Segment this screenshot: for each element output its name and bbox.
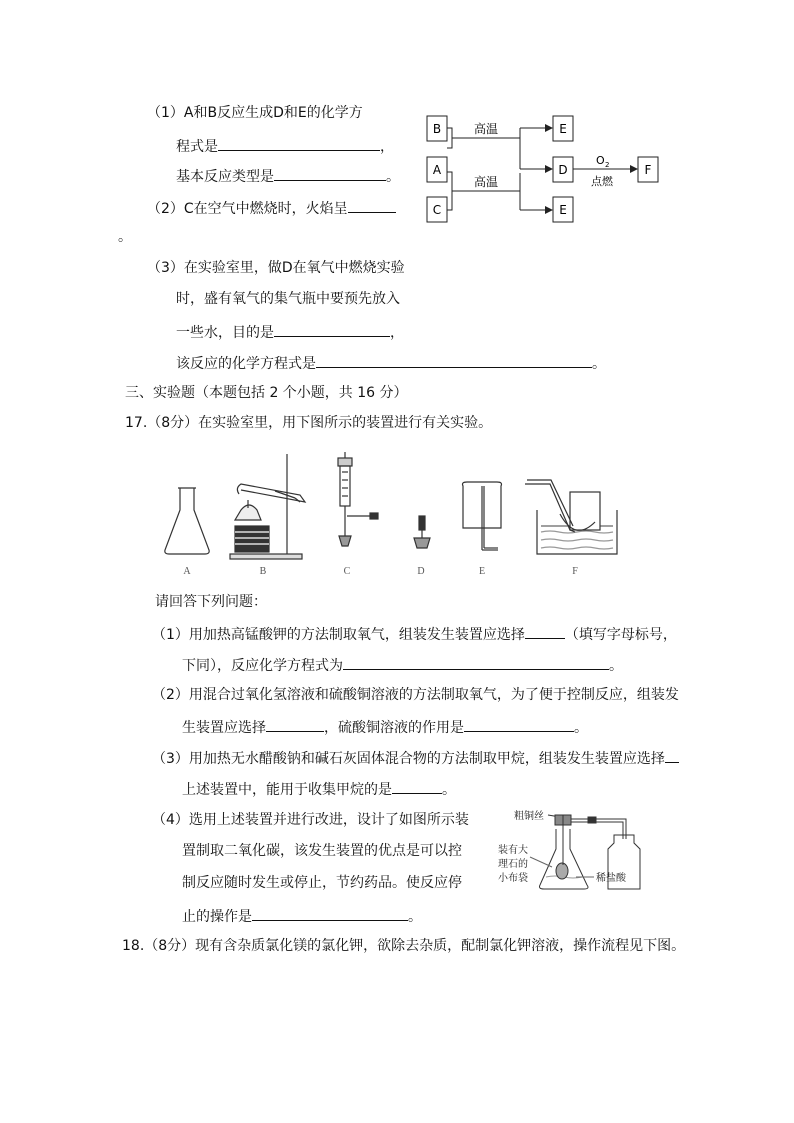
q17-part2-period: 。 [574,720,588,736]
label-E-bottom: E [559,203,567,217]
q16-equation-blank[interactable] [218,136,380,151]
apparatus-D-stopper [414,516,430,548]
apparatus-A-conical-flask [165,488,209,554]
q17-part2-select-label: 生装置应选择 [182,720,266,736]
q17-part4-line1: （4）选用上述装置并进行改进，设计了如图所示装 [152,812,469,828]
q17-part3-line1 [152,748,679,768]
label-D: D [558,163,568,177]
q17-part4-operation-blank[interactable] [252,906,408,921]
q16-part3-line4 [176,353,606,373]
q17-part4-operation-label: 止的操作是 [182,909,252,925]
q16-part1-comma: ， [380,139,394,155]
apparatus-E-gas-bottle [463,482,502,550]
q17-part2-select-blank[interactable] [266,717,324,732]
q16-reaction-type-blank[interactable] [274,166,386,181]
apparatus-figure [155,450,675,580]
q17-part1-note: （填写字母标号， [564,627,677,643]
q17-part3-line2 [182,779,456,799]
q16-part3-comma: ， [390,325,404,341]
q17-part3-select-blank[interactable] [665,748,679,763]
bracket-top [447,128,452,148]
label-C: C [432,203,442,217]
q17-part2-mid: ，硫酸铜溶液的作用是 [324,720,464,736]
label-bag-line2: 理石的 [498,859,528,870]
apparatus-label-D: D [417,566,425,577]
q17-part1-line1 [152,624,677,644]
q17-part3-period: 。 [442,782,456,798]
q17-intro: 17.（8分）在实验室里，用下图所示的装置进行有关实验。 [125,415,493,431]
q17-prompt: 请回答下列问题： [155,594,267,610]
q16-flame-label: （2）C在空气中燃烧时，火焰呈 [147,201,348,217]
q17-part3-text: （3）用加热无水醋酸钠和碱石灰固体混合物的方法制取甲烷，组装发生装置应选择 [152,751,665,767]
q16-part3-line3 [176,322,404,342]
section-3-title: 三、实验题（本题包括 2 个小题，共 16 分） [125,385,408,401]
q16-part1-period: 。 [386,169,400,185]
label-A: A [432,163,442,177]
apparatus-C-separatory-funnel [338,452,378,546]
condition-high-temp-2: 高温 [473,175,499,189]
q17-part4-line2: 置制取二氧化碳，该发生装置的优点是可以控 [182,843,462,859]
q17-part2-line2 [182,717,588,737]
apparatus-B-heating-setup [230,454,305,559]
q17-part4-line4 [182,906,422,926]
q16-part1-line2 [176,136,394,156]
q16-part3-line2: 时，盛有氧气的集气瓶中要预先放入 [176,291,400,307]
apparatus-label-F: F [572,566,578,577]
q16-part1-equation-label: 程式是 [176,139,218,155]
condition-ignite: 点燃 [591,175,613,188]
label-bag-line3: 小布袋 [498,873,528,884]
q16-part1-line3 [176,166,400,186]
label-B: B [432,122,442,136]
label-copper-wire: 粗铜丝 [514,811,544,822]
label-F: F [644,163,652,177]
apparatus-label-A: A [183,566,191,577]
label-bag-line1: 装有大 [498,845,528,856]
q17-part2-line1: （2）用混合过氧化氢溶液和硫酸铜溶液的方法制取氧气，为了便于控制反应，组装发 [152,687,679,703]
q16-equation2-label: 该反应的化学方程式是 [176,356,316,372]
apparatus-F-water-trough [525,480,617,554]
apparatus-label-E: E [478,566,486,577]
bracket-bottom [447,172,452,210]
q17-part2-role-blank[interactable] [464,717,574,732]
apparatus-label-B: B [259,566,267,577]
q17-part1-select-blank[interactable] [525,624,565,639]
q17-part1-text: （1）用加热高锰酸钾的方法制取氧气，组装发生装置应选择 [152,627,525,643]
q17-part4-line3: 制反应随时发生或停止，节约药品。使反应停 [182,875,462,891]
q16-part2-period: 。 [118,229,132,245]
q17-part4-period: 。 [408,909,422,925]
q16-part3-line1: （3）在实验室里，做D在氧气中燃烧实验 [147,260,405,276]
condition-o2-subscript: 2 [605,161,610,169]
q16-flame-blank[interactable] [348,198,396,213]
q17-part1-line2 [182,655,623,675]
q16-part2-line [147,198,396,218]
condition-high-temp-1: 高温 [473,122,499,136]
label-dilute-hcl: 稀盐酸 [596,873,626,884]
q18-intro: 18.（8分）现有含杂质氯化镁的氯化钾，欲除去杂质，配制氯化钾溶液，操作流程见下图。 [122,938,686,954]
q17-part3-collect-blank[interactable] [392,779,442,794]
apparatus-label-C: C [343,566,351,577]
q17-part1-period: 。 [609,658,623,674]
co2-generator-figure [490,805,670,895]
q16-purpose-blank[interactable] [274,322,390,337]
q16-purpose-label: 一些水，目的是 [176,325,274,341]
q16-equation2-blank[interactable] [316,353,592,368]
q16-part1-line1: （1）A和B反应生成D和E的化学方 [147,105,363,121]
q16-part3-period: 。 [592,356,606,372]
q16-reaction-type-label: 基本反应类型是 [176,169,274,185]
condition-o2: O [596,154,605,167]
q17-part1-equation-blank[interactable] [343,655,609,670]
q17-part3-collect-label: 上述装置中，能用于收集甲烷的是 [182,782,392,798]
reaction-flow-diagram [420,110,670,230]
q17-part1-eq-label: 下同），反应化学方程式为 [182,658,343,674]
label-E-top: E [559,122,567,136]
